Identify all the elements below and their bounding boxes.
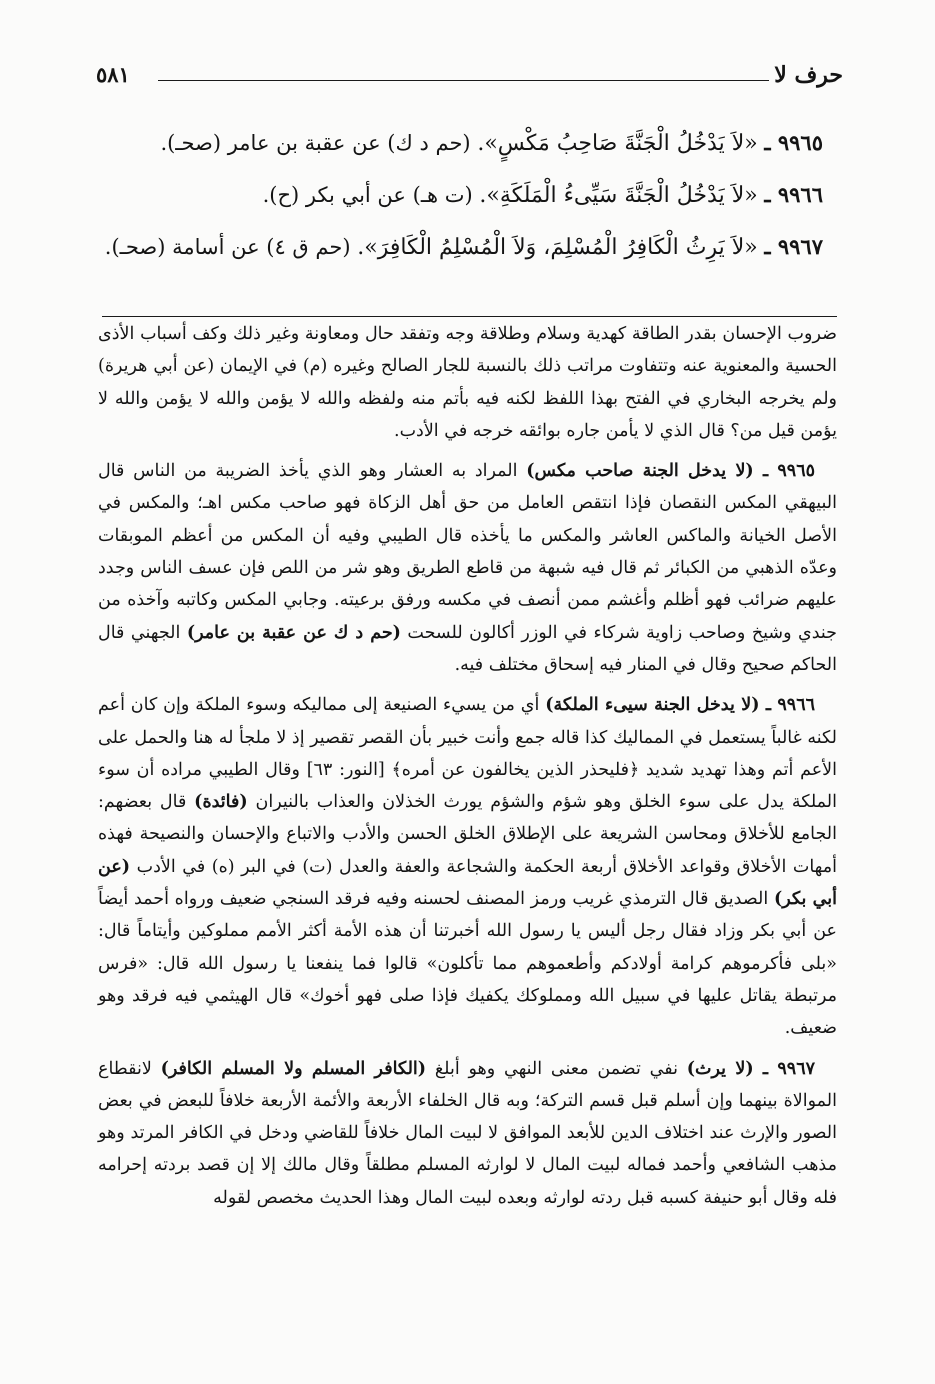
hadith-entry [96, 168, 823, 222]
hadith-text: «لاَ يَدْخُلُ الْجَنَّةَ سَيِّىءُ الْمَلَكَةِ». [479, 183, 758, 208]
hadith-entry [96, 116, 823, 170]
commentary-quote: (الكافر المسلم ولا المسلم الكافر) [160, 1058, 427, 1079]
hadith-source: (ت هـ) عن أبي بكر (ح). [262, 183, 473, 207]
commentary-text: الجهني قال الحاكم صحيح وقال في المنار فيه إسحاق مختلف فيه. [98, 622, 837, 675]
hadith-number: ٩٩٦٧ ـ [764, 234, 823, 259]
section-separator [102, 316, 837, 317]
hadith-text: «لاَ يَدْخُلُ الْجَنَّةَ صَاحِبُ مَكْسٍ». [477, 131, 758, 156]
commentary-heading: ٩٩٦٦ ـ (لا يدخل الجنة سيىء الملكة) [545, 695, 815, 716]
commentary-source: (عن أبي بكر) [98, 856, 838, 910]
header-rule [158, 80, 769, 81]
commentary-source: (حم د ك عن عقبة بن عامر) [186, 622, 401, 643]
hadith-source: (حم ق ٤) عن أسامة (صحـ). [104, 235, 351, 259]
page-number: ٥٨١ [96, 62, 130, 87]
hadith-text: «لاَ يَرِثُ الْكَافِرُ الْمُسْلِمَ، وَلاَ الْمُسْلِمُ الْكَافِرَ». [357, 235, 758, 260]
commentary-text: المراد به العشار وهو الذي يأخذ الضريبة من الناس قال البيهقي المكس النقصان فإذا انتقص العامل من حق أهل الزكاة فهو صاحب مكس اهـ؛ والمكس في الأصل الخيانة والماكس العاشر والمكس ما يأخذه قال الطيبي وفيه أن المكس من أعظم الموبقات وعدّه الذهبي من الكبائر ثم قال فيه شبهة من قاطع الطريق وهو شر من اللص فإن عسف الناس وجدد عليهم ضرائب فهو أظلم وأغشم ممن أنصف في مكسه ورفق برعيته. وجابي المكس وكاتبه وآخذه من جندي وشيخ وصاحب زاوية شركاء في الوزر أكالون للسحت [98, 461, 837, 643]
commentary-text: أي من يسيء الصنيعة إلى مماليكه وسوء الملكة وإن كان أعم لكنه غالباً يستعمل في المماليك كذا قاله جمع وأنت خبير بأن القصر تقصير إذ لا ملجأ له هنا والحمل على الأعم أتم وهذا تهديد شديد ﴿فليحذر الذين يخالفون عن أمره﴾ [النور: ٦٣] وقال الطيبي مراده أن سوء الملكة يدل على سوء الخلق وهو شؤم والشؤم يورث الخذلان والعذاب بالنيران [98, 695, 838, 813]
commentary-paragraph [98, 1053, 837, 1214]
commentary-paragraph [98, 455, 837, 681]
commentary-text: قال بعضهم: الجامع للأخلاق ومحاسن الشريعة على الإطلاق الخلق الحسن والأدب والاتباع والإحسان والنصيحة فهذه أمهات الأخلاق وقواعد الأخلاق أربعة الحكمة والشجاعة والعفة والعدل (ت) في البر (ه) في الأدب [98, 792, 837, 877]
commentary [98, 318, 837, 1214]
hadith-entry [96, 220, 823, 274]
commentary-label: (فائدة) [194, 792, 248, 813]
hadith-number: ٩٩٦٦ ـ [764, 182, 823, 207]
commentary-text: نفي تضمن معنى النهي وهو أبلغ [426, 1058, 687, 1079]
hadith-number: ٩٩٦٥ ـ [764, 130, 823, 155]
commentary-intro: ضروب الإحسان بقدر الطاقة كهدية وسلام وطلاقة وجه وتفقد حال ومعاونة وغير ذلك وكف أسباب الأذى الحسية والمعنوية عنه وتتفاوت مراتب ذلك بالنسبة للجار الصالح وغيره (م) في الإيمان (عن أبي هريرة) ولم يخرجه البخاري في الفتح بهذا اللفظ لكنه فيه بأتم منه ولفظه والله لا يؤمن والله لا يؤمن والله لا يؤمن قيل من؟ قال الذي لا يأمن جاره بوائقه خرجه في الأدب. [98, 324, 837, 441]
commentary-heading: ٩٩٦٧ ـ (لا يرث) [686, 1058, 815, 1079]
commentary-heading: ٩٩٦٥ ـ (لا يدخل الجنة صاحب مكس) [526, 461, 816, 482]
hadith-source: (حم د ك) عن عقبة بن عامر (صحـ). [160, 131, 471, 155]
commentary-text: الصديق قال الترمذي غريب ورمز المصنف لحسنه وفيه فرقد السنجي ضعيف ورواه أحمد أيضاً عن أبي بكر وزاد فقال رجل أليس يا رسول الله أخبرتنا أن هذه الأمة أكثر الأمم مملوكين وأيتاماً قال: «بلى فأكرموهم كرامة أولادكم وأطعموهم مما تأكلون» قالوا فما ينفعنا يا رسول الله قال: «فرس مرتبطة يقاتل عليها في سبيل الله ومملوكك يكفيك فإذا صلى فهو أخوك» قال الهيثمي فيه فرقد وهو ضعيف. [98, 889, 837, 1039]
commentary-text: لانقطاع الموالاة بينهما وإن أسلم قبل قسم التركة؛ وبه قال الخلفاء الأربعة والأئمة الأربعة خلافاً للبعض في بعض الصور والإرث عند اختلاف الدين للأبعد الموافق لا لبيت المال خلافاً للقاضي ودخل في الكافر المرتد وهو مذهب الشافعي وأحمد فماله لبيت المال لا لوارثه المسلم مطلقاً وقال مالك إلا إن قصد بردته إحرامه فله وقال أبو حنيفة كسبه قبل ردته لوارثه وبعده لبيت المال وهذا الحديث مخصص لقوله [98, 1058, 837, 1208]
page-header [96, 62, 843, 96]
chapter-title: حرف لا [774, 62, 843, 88]
commentary-paragraph [98, 689, 837, 1044]
